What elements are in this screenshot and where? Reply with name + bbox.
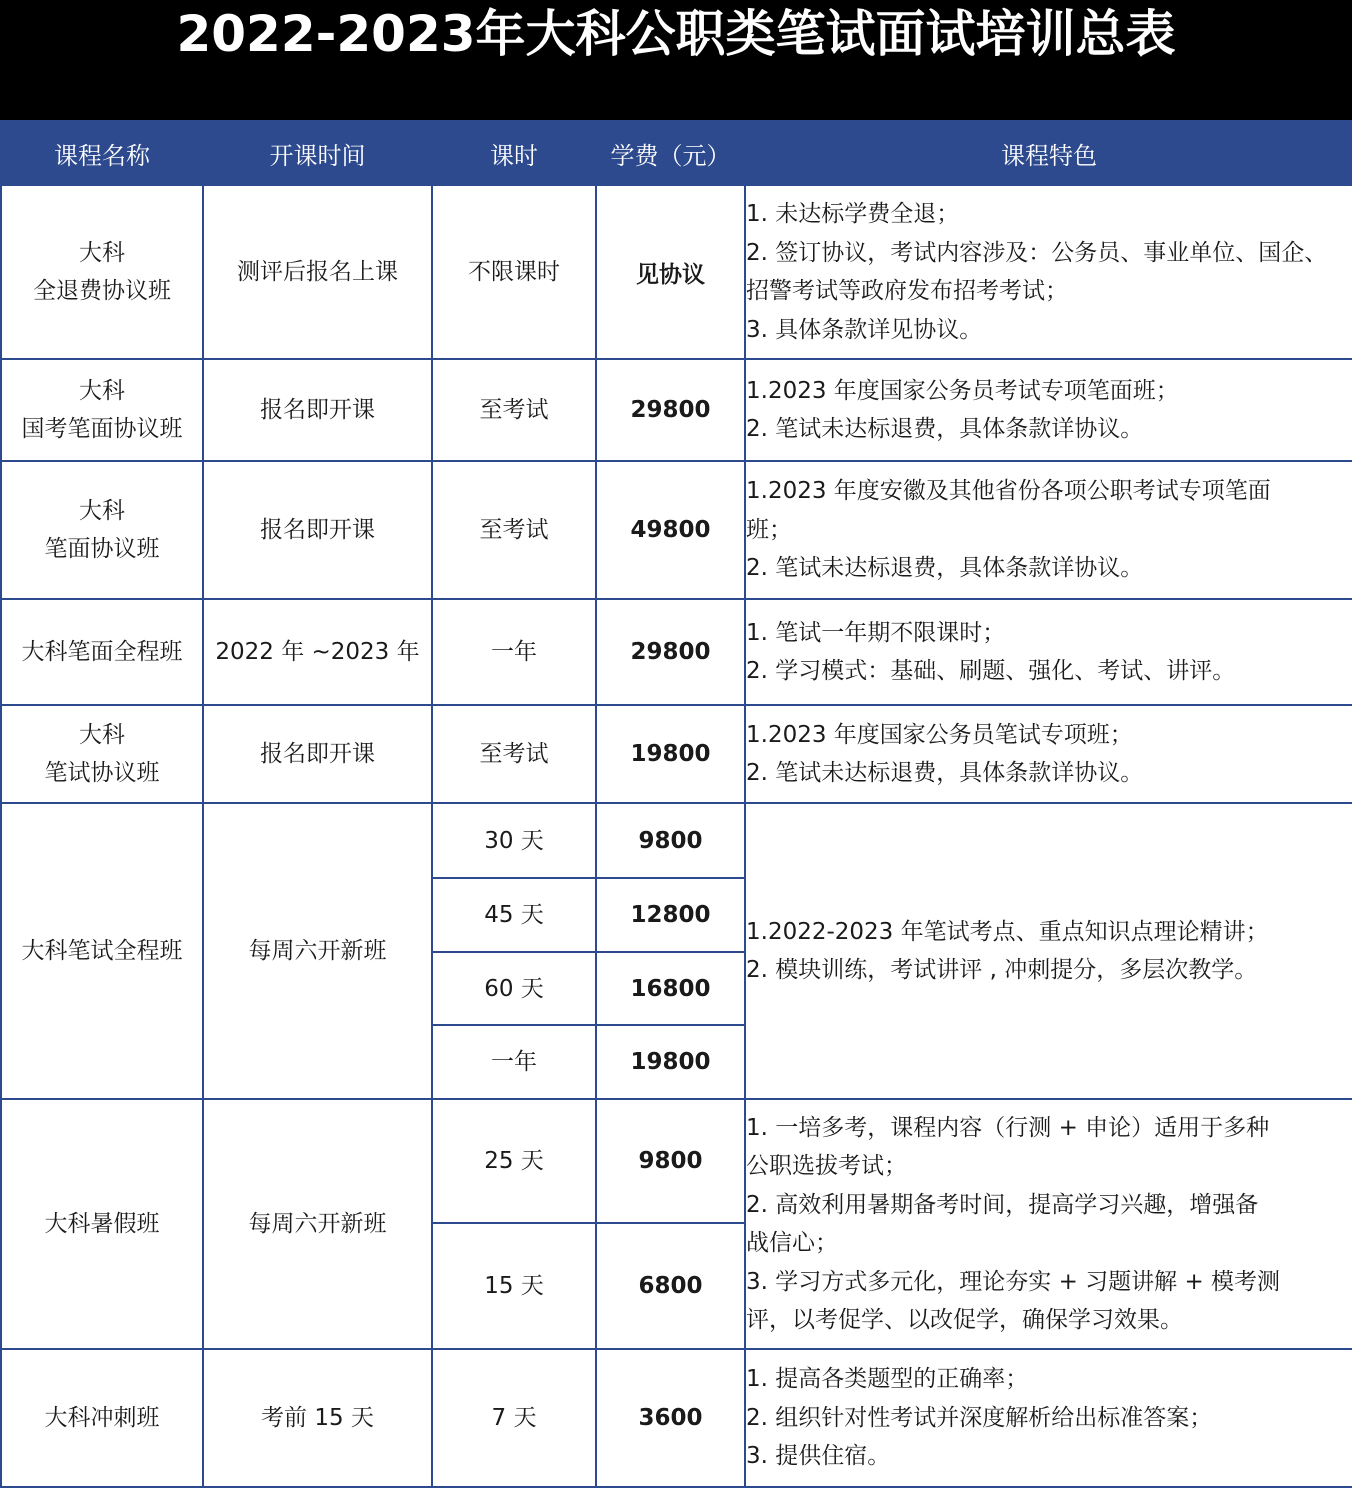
hours-cell: 至考试 xyxy=(432,705,596,803)
hours-cell: 25 天 xyxy=(432,1099,596,1223)
tuition-cell: 12800 xyxy=(596,878,745,952)
course-name-line: 大科 xyxy=(79,239,125,266)
feature-line: 3. 提供住宿。 xyxy=(746,1443,891,1470)
feature-line: 1.2023 年度国家公务员笔试专项班； xyxy=(746,721,1133,748)
table-row xyxy=(1,185,1352,359)
tuition-cell: 见协议 xyxy=(596,185,745,359)
tuition-cell: 29800 xyxy=(596,599,745,705)
course-name-line: 大科暑假班 xyxy=(44,1210,160,1237)
table-row xyxy=(1,705,1352,803)
feature-line: 2. 笔试未达标退费，具体条款详协议。 xyxy=(746,760,1144,786)
start-time-cell: 每周六开新班 xyxy=(203,1099,432,1349)
features-cell xyxy=(745,461,1352,599)
tuition-cell: 49800 xyxy=(596,461,745,599)
course-name-cell xyxy=(1,705,203,803)
tuition-cell: 3600 xyxy=(596,1349,745,1487)
table-row xyxy=(1,1349,1352,1487)
tuition-cell: 6800 xyxy=(596,1223,745,1349)
table-row xyxy=(1,461,1352,599)
feature-line: 2. 学习模式：基础、刷题、强化、考试、讲评。 xyxy=(746,658,1236,684)
tuition-cell: 19800 xyxy=(596,705,745,803)
feature-line: 2. 签订协议，考试内容涉及：公务员、事业单位、国企、 xyxy=(746,239,1328,266)
header-course-name: 课程名称 xyxy=(1,121,203,185)
features-cell xyxy=(745,705,1352,803)
start-time-cell: 每周六开新班 xyxy=(203,803,432,1099)
table-header-row xyxy=(1,121,1352,185)
feature-line: 1. 一培多考，课程内容（行测 + 申论）适用于多种 xyxy=(746,1114,1270,1141)
course-name-cell xyxy=(1,1099,203,1349)
feature-line: 3. 学习方式多元化，理论夯实 + 习题讲解 + 模考测 xyxy=(746,1268,1281,1295)
header-hours: 课时 xyxy=(432,121,596,185)
feature-line: 1. 提高各类题型的正确率； xyxy=(746,1366,1029,1393)
feature-line: 2. 笔试未达标退费，具体条款详协议。 xyxy=(746,416,1144,442)
course-name-cell xyxy=(1,461,203,599)
feature-line: 1. 笔试一年期不限课时； xyxy=(746,619,1006,646)
tuition-cell: 29800 xyxy=(596,359,745,461)
features-cell xyxy=(745,599,1352,705)
title-bar xyxy=(0,0,1352,120)
course-name-cell xyxy=(1,1349,203,1487)
feature-line: 3. 具体条款详见协议。 xyxy=(746,316,983,343)
course-name-cell xyxy=(1,185,203,359)
feature-line: 班； xyxy=(746,516,792,543)
course-name-line: 大科 xyxy=(79,377,125,404)
start-time-cell: 测评后报名上课 xyxy=(203,185,432,359)
hours-cell: 15 天 xyxy=(432,1223,596,1349)
table-body xyxy=(1,185,1352,1487)
start-time-cell: 考前 15 天 xyxy=(203,1349,432,1487)
tuition-cell: 9800 xyxy=(596,1099,745,1223)
hours-cell: 60 天 xyxy=(432,952,596,1025)
hours-cell: 30 天 xyxy=(432,803,596,878)
course-table xyxy=(0,120,1352,1488)
start-time-cell: 2022 年 ~2023 年 xyxy=(203,599,432,705)
hours-cell: 至考试 xyxy=(432,461,596,599)
start-time-cell: 报名即开课 xyxy=(203,359,432,461)
feature-line: 2. 组织针对性考试并深度解析给出标准答案； xyxy=(746,1404,1213,1431)
feature-line: 评，以考促学、以改促学，确保学习效果。 xyxy=(746,1307,1183,1333)
features-cell xyxy=(745,185,1352,359)
table-row xyxy=(1,1099,1352,1223)
hours-cell: 7 天 xyxy=(432,1349,596,1487)
features-cell xyxy=(745,1099,1352,1349)
header-tuition: 学费（元） xyxy=(596,121,745,185)
feature-line: 2. 高效利用暑期备考时间，提高学习兴趣，增强备 xyxy=(746,1191,1259,1218)
tuition-cell: 16800 xyxy=(596,952,745,1025)
course-name-cell xyxy=(1,803,203,1099)
features-cell xyxy=(745,1349,1352,1487)
feature-line: 1. 未达标学费全退； xyxy=(746,201,960,227)
features-cell xyxy=(745,359,1352,461)
feature-line: 2. 模块训练，考试讲评 , 冲刺提分，多层次教学。 xyxy=(746,957,1258,983)
course-name-line: 笔试协议班 xyxy=(44,760,160,786)
hours-cell: 至考试 xyxy=(432,359,596,461)
features-cell xyxy=(745,803,1352,1099)
start-time-cell: 报名即开课 xyxy=(203,705,432,803)
course-name-line: 国考笔面协议班 xyxy=(21,416,183,442)
feature-line: 招警考试等政府发布招考考试； xyxy=(746,278,1068,304)
hours-cell: 一年 xyxy=(432,599,596,705)
tuition-cell: 19800 xyxy=(596,1025,745,1099)
start-time-cell: 报名即开课 xyxy=(203,461,432,599)
feature-line: 1.2022-2023 年笔试考点、重点知识点理论精讲； xyxy=(746,918,1269,945)
hours-cell: 一年 xyxy=(432,1025,596,1099)
feature-line: 1.2023 年度国家公务员考试专项笔面班； xyxy=(746,377,1179,404)
hours-cell: 45 天 xyxy=(432,878,596,952)
page-title: 2022-2023年大科公职类笔试面试培训总表 xyxy=(176,5,1176,63)
course-name-line: 大科笔面全程班 xyxy=(21,638,183,665)
course-name-line: 大科 xyxy=(79,497,125,524)
hours-cell: 不限课时 xyxy=(432,185,596,359)
feature-line: 公职选拔考试； xyxy=(746,1153,907,1179)
feature-line: 1.2023 年度安徽及其他省份各项公职考试专项笔面 xyxy=(746,478,1271,505)
tuition-cell: 9800 xyxy=(596,803,745,878)
table-row xyxy=(1,359,1352,461)
course-name-line: 大科笔试全程班 xyxy=(21,937,183,964)
course-name-line: 笔面协议班 xyxy=(44,536,160,562)
header-start-time: 开课时间 xyxy=(203,121,432,185)
header-features: 课程特色 xyxy=(745,121,1352,185)
course-name-cell xyxy=(1,359,203,461)
course-name-cell xyxy=(1,599,203,705)
feature-line: 2. 笔试未达标退费，具体条款详协议。 xyxy=(746,555,1144,582)
feature-line: 战信心； xyxy=(746,1230,838,1256)
course-name-line: 全退费协议班 xyxy=(33,278,171,304)
course-name-line: 大科 xyxy=(79,721,125,748)
table-row xyxy=(1,599,1352,705)
table-row xyxy=(1,803,1352,878)
course-name-line: 大科冲刺班 xyxy=(44,1404,160,1431)
